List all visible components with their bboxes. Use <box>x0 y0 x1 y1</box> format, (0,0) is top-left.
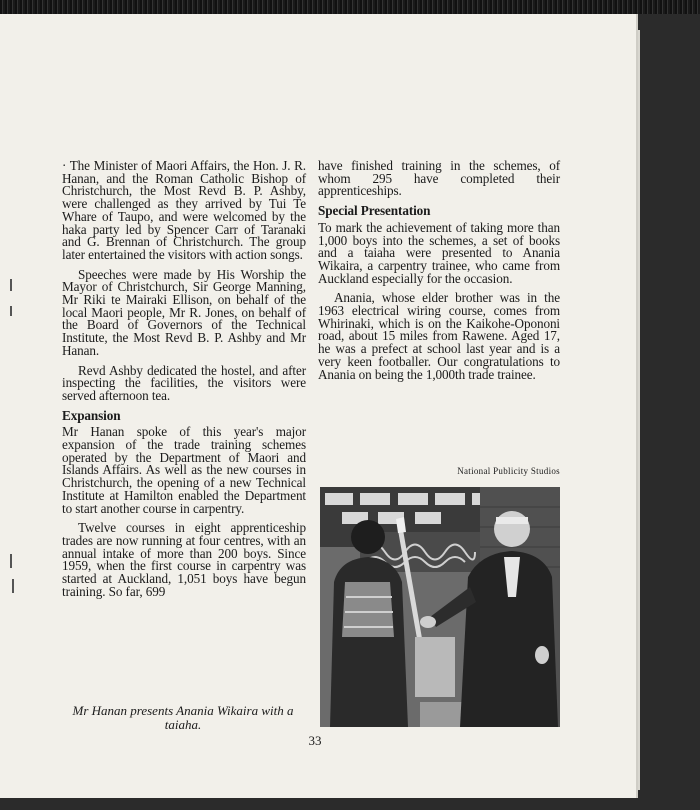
paragraph-minister: · The Minister of Maori Affairs, the Hon. J. R. Hanan, and the Roman Catholic Bishop of Christchurch, the Most Revd B. P. Ashby, were challenged as they arrived by Tui Te Whare of Taupo, and were welcomed by the haka party led by Spencer Carr of Taranaki and G. Brennan of Christchurch. The group later entertained the visitors with action songs. <box>62 158 306 262</box>
page-number: 33 <box>308 733 322 748</box>
scan-border <box>0 0 700 14</box>
left-column <box>62 160 306 606</box>
page-edge <box>636 30 640 790</box>
photo-illustration <box>320 487 560 727</box>
heading-expansion: Expansion <box>62 407 121 423</box>
paragraph-speeches: Speeches were made by His Worship the Mayor of Christchurch, Sir George Manning, Mr Riki te Mairaki Ellison, on behalf of the local Maori people, Mr R. Jones, on behalf of the Board of Governors of the Technical Institute, the Most Revd B. P. Ashby and Mr Hanan. <box>62 266 306 358</box>
paragraph-anania: Anania, whose elder brother was in the 1963 electrical wiring course, comes from Whirinaki, which is on the Kaikohe-Opononi road, about 15 miles from Rawene. Aged 17, he was a prefect at school last year and is a very keen footballer. Our congratulations to Anania on being the 1,000th trade trainee. <box>318 290 560 382</box>
paragraph-continued: have finished training in the schemes, of whom 295 have completed their apprenticeships. <box>318 158 560 199</box>
photo-credit: National Publicity Studios <box>457 466 560 476</box>
paragraph-dedication: Revd Ashby dedicated the hostel, and after inspecting the facilities, the visitors were served afternoon tea. <box>62 362 306 403</box>
paragraph-courses: Twelve courses in eight apprenticeship trades are now running at four centres, with an annual intake of more than 200 boys. Since 1959, when the first course in carpentry was started at Auckland, 1,051 boys have begun training. So far, 699 <box>62 520 306 599</box>
photograph <box>320 487 560 727</box>
margin-mark <box>10 554 12 568</box>
photo-caption: Mr Hanan presents Anania Wikaira with a taiaha. <box>72 703 294 732</box>
heading-special-presentation: Special Presentation <box>318 203 431 219</box>
right-column <box>318 160 560 388</box>
margin-mark <box>10 279 12 291</box>
margin-mark <box>10 306 12 316</box>
paragraph-presentation: To mark the achievement of taking more than 1,000 boys into the schemes, a set of books and a taiaha were presented to Anania Wikaira, a carpentry trainee, who came from Auckland especially for the occasion. <box>318 219 560 286</box>
paragraph-expansion: Mr Hanan spoke of this year's major expansion of the trade training schemes operated by the Department of Maori and Islands Affairs. As well as the new courses in Christchurch, the opening of a new Technical Institute at Hamilton enabled the Department to start another course in carpentry. <box>62 424 306 516</box>
margin-mark <box>12 579 14 593</box>
